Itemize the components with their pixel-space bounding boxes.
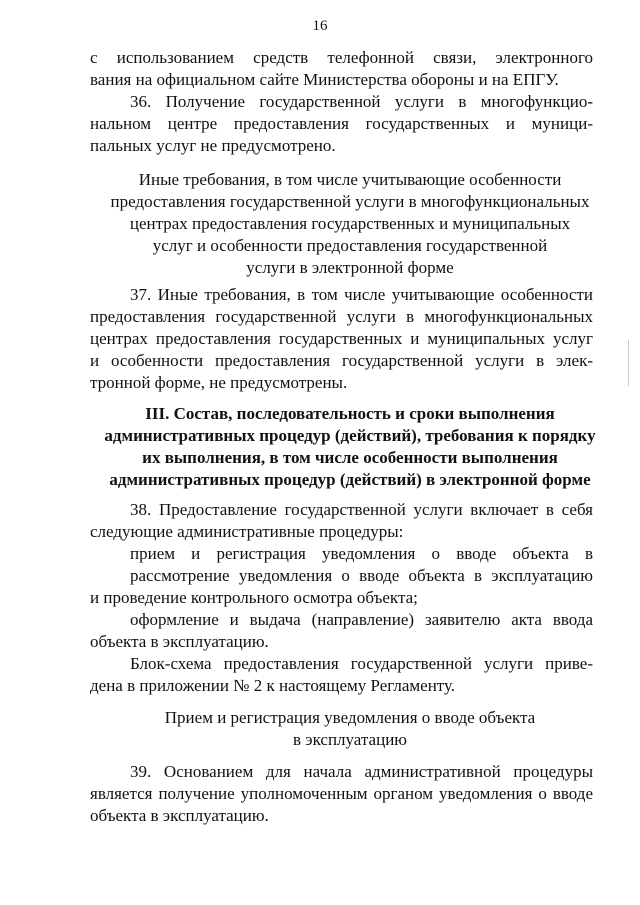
heading-line: предоставления государственной услуги в многофункциональных bbox=[110, 192, 590, 211]
list-item: прием и регистрация уведомления о вводе объекта в bbox=[130, 544, 593, 563]
text-line: тронной форме, не предусмотрены. bbox=[90, 373, 348, 392]
list-item: оформление и выдача (направление) заявителю акта ввода bbox=[130, 610, 593, 629]
list-item: рассмотрение уведомления о вводе объекта в эксплуатацию bbox=[130, 566, 593, 585]
section-heading-line: III. Состав, последовательность и сроки выполнения bbox=[145, 404, 555, 423]
text-line: центрах предоставления государственных и муниципальных услуг bbox=[90, 329, 593, 348]
heading-line: Прием и регистрация уведомления о вводе объекта bbox=[164, 708, 536, 727]
text-line: 37. Иные требования, в том числе учитывающие особенности bbox=[130, 285, 593, 304]
section-heading-line: административных процедур (действий) в электронной форме bbox=[109, 470, 591, 489]
text-line: и проведение контрольного осмотра объекта; bbox=[90, 588, 418, 607]
heading-line: в эксплуатацию bbox=[293, 730, 407, 749]
text-line: с использованием средств телефонной связи, электронного bbox=[90, 48, 593, 67]
text-line: пальных услуг не предусмотрено. bbox=[90, 136, 336, 155]
text-line: 38. Предоставление государственной услуги включает в себя bbox=[130, 500, 593, 519]
heading-line: услуг и особенности предоставления государственной bbox=[152, 236, 548, 255]
text-line: объекта в эксплуатацию. bbox=[90, 806, 269, 825]
text-line: нальном центре предоставления государственных и муници- bbox=[90, 114, 593, 133]
section-heading-line: их выполнения, в том числе особенности выполнения bbox=[142, 448, 558, 467]
text-line: предоставления государственной услуги в многофункциональных bbox=[90, 307, 593, 326]
text-line: и особенности предоставления государственной услуги в элек- bbox=[90, 351, 593, 370]
page-number: 16 bbox=[312, 18, 328, 34]
text-line: вания на официальном сайте Министерства обороны и на ЕПГУ. bbox=[90, 70, 559, 89]
heading-line: центрах предоставления государственных и муниципальных bbox=[129, 214, 571, 233]
text-line: объекта в эксплуатацию. bbox=[90, 632, 269, 651]
heading-line: Иные требования, в том числе учитывающие особенности bbox=[138, 170, 562, 189]
section-heading-line: административных процедур (действий), требования к порядку bbox=[104, 426, 596, 445]
heading-line: услуги в электронной форме bbox=[246, 258, 454, 277]
text-line: 39. Основанием для начала административной процедуры bbox=[130, 762, 593, 781]
text-line: 36. Получение государственной услуги в многофункцио- bbox=[130, 92, 593, 111]
text-line: следующие административные процедуры: bbox=[90, 522, 404, 541]
text-line: является получение уполномоченным органом уведомления о вводе bbox=[90, 784, 593, 803]
text-line: Блок-схема предоставления государственной услуги приве- bbox=[130, 654, 593, 673]
scan-edge-mark bbox=[628, 340, 629, 386]
text-line: дена в приложении № 2 к настоящему Регламенту. bbox=[90, 676, 456, 695]
